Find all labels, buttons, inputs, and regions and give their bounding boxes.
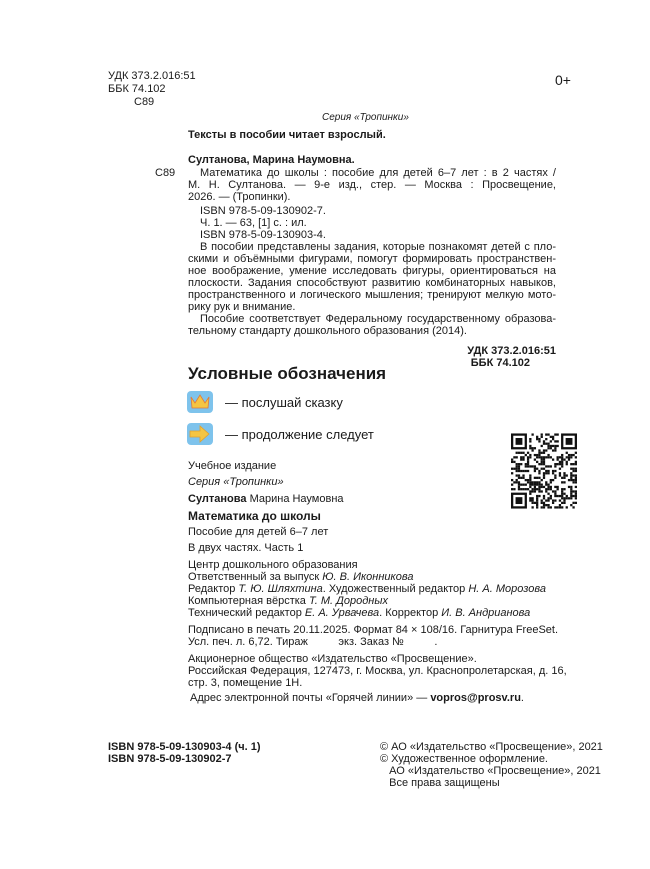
footer-isbn: ISBN 978-5-09-130903-4 (ч. 1) [108,741,261,753]
udk-bold: УДК 373.2.016:51 [467,345,556,357]
legend-text: — продолжение следует [225,427,374,442]
author-last: Султанова [188,493,247,505]
credit-part: И. В. Андрианова [441,607,531,619]
copyright: © Художественное оформление. [380,753,548,765]
credit-part: Ответственный за выпуск [188,571,323,583]
footer-isbn: ISBN 978-5-09-130902-7 [108,753,232,765]
credits [188,571,546,619]
imprint-subtitle: Пособие для детей 6–7 лет [188,526,329,538]
credit-line [188,571,546,583]
part-info: Ч. 1. — 63, [1] с. : ил. [200,217,307,229]
isbn-part: ISBN 978-5-09-130903-4. [200,229,326,241]
imprint-parts: В двух частях. Часть 1 [188,542,304,554]
imprint-author [188,493,344,505]
bbk: ББК 74.102 [108,83,166,95]
publisher-address: стр. 3, помещение 1Н. [188,677,303,689]
reader-note: Тексты в пособии читает взрослый. [188,129,386,141]
publisher: Акционерное общество «Издательство «Просвещение». [188,653,477,665]
biblio-record [188,167,556,369]
series-label: Серия «Тропинки» [322,112,409,123]
credit-part: Т. Ю. Шляхтина [238,583,323,595]
credit-part: . Корректор [379,607,442,619]
email-end: . [520,692,524,704]
copyright: АО «Издательство «Просвещение», 2021 [380,765,601,777]
copyright: Все права защищены [380,777,500,789]
credit-line [188,607,546,619]
biblio-author: Султанова, Марина Наумовна. [188,154,355,166]
credit-part: Т. М. Дородных [308,595,388,607]
author-code: С89 [134,96,155,108]
credit-part: . Художественный редактор [322,583,469,595]
para-line: тельному стандарту дошкольного образования (2014). [188,325,467,337]
para-line: пространственного и логического мышления; тренируют мелкую мото- [188,289,556,301]
para-line: В пособии представлены задания, которые познакомят детей с пло- [200,241,556,253]
legend-title: Условные обозначения [188,364,387,383]
crown-icon [187,391,213,413]
publisher-address: Российская Федерация, 127473, г. Москва, ул. Краснопролетарская, д. 16, [188,665,567,677]
print-info: Усл. печ. л. 6,72. Тираж экз. Заказ № . [188,636,438,648]
email-link[interactable]: vopros@prosv.ru [430,692,521,704]
para-line: плоскости. Задания способствуют развитию комбинаторных навыков, [188,277,556,289]
para-line: Пособие соответствует Федеральному государственному образова- [200,313,556,325]
desc-line: 2026. — (Тропинки). [188,191,291,203]
credit-part: Н. А. Морозова [468,583,546,595]
imprint-center: Центр дошкольного образования [188,559,358,571]
credit-part: Е. А. Урвачева [304,607,380,619]
para-line: ное воображение, умение исследовать фигуры, ориентироваться на [188,265,556,277]
imprint-title: Математика до школы [188,509,321,523]
bbk-bold: ББК 74.102 [470,357,530,369]
credit-part: Ю. В. Иконникова [322,571,414,583]
hotline-email [190,692,524,704]
qr-code[interactable] [511,433,577,509]
author-first: Марина Наумовна [246,493,344,505]
credit-part: Редактор [188,583,239,595]
print-info: Подписано в печать 20.11.2025. Формат 84 × 108/16. Гарнитура FreeSet. [188,624,559,636]
desc-line: М. Н. Султанова. — 9-е изд., стер. — Москва : Просвещение, [188,179,556,191]
credit-line [188,583,546,595]
edition-type: Учебное издание [188,460,277,472]
copyright: © АО «Издательство «Просвещение», 2021 [380,741,603,753]
credit-line [188,595,546,607]
imprint-series: Серия «Тропинки» [188,476,284,488]
isbn-set: ISBN 978-5-09-130902-7. [200,205,326,217]
desc-line: Математика до школы : пособие для детей 6–7 лет : в 2 частях / [200,167,556,179]
email-label: Адрес электронной почты «Горячей линии» — [190,692,431,704]
credit-part: Технический редактор [188,607,305,619]
para-line: скими и объёмными фигурами, помогут формировать пространствен- [188,253,556,265]
biblio-code: С89 [155,167,176,179]
legend-text: — послушай сказку [225,395,343,410]
para-line: рику рук и внимание. [188,301,296,313]
age-rating: 0+ [555,72,571,88]
arrow-right-icon [187,423,213,445]
credit-part: Компьютерная вёрстка [188,595,309,607]
udk: УДК 373.2.016:51 [108,70,196,82]
